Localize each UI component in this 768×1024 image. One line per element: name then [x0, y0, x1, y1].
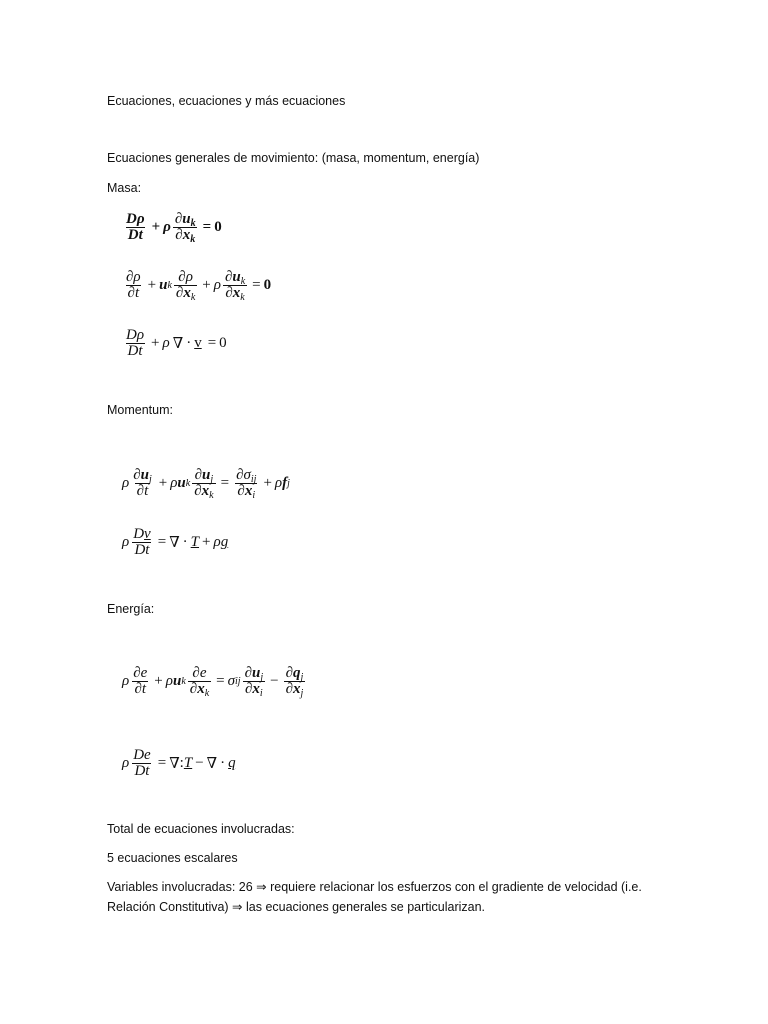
equation-mass-2: $\frac{\partial\rho}{\partial t}$ + u k $\frac{\partial\rho}{\partial x_k}$ + ρ $\frac{\partial u_k}{\partial x_k}$ = 0 — [126, 269, 272, 303]
section-label-momentum: Momentum: — [107, 403, 173, 417]
equation-energy-1: ρ $\frac{\partial e}{\partial t}$ + ρ u k $\frac{\partial e}{\partial x_k}$ = σ ij $\frac{\partial u_j}{\partial x_i}$ − $\frac{\partial q_j}{\partial x_j}$ — [122, 665, 304, 699]
document-heading: Ecuaciones, ecuaciones y más ecuaciones — [107, 94, 346, 108]
summary-scalar-count: 5 ecuaciones escalares — [107, 851, 238, 865]
document-subheading: Ecuaciones generales de movimiento: (masa, momentum, energía) — [107, 151, 480, 165]
equation-momentum-2: ρ $\frac{Dv}{Dt}$ = ∇ · T + ρ g — [122, 526, 229, 558]
summary-variables-paragraph: Variables involucradas: 26 ⇒ requiere relacionar los esfuerzos con el gradiente de velocidad (i.e. Relación Constitutiva) ⇒ las ecuaciones generales se particularizan. — [107, 880, 642, 914]
equation-mass-1: $\frac{D\rho}{Dt}$ + ρ $\frac{\partial u_k}{\partial x_k}$ = 0 — [126, 211, 222, 245]
section-label-masa: Masa: — [107, 181, 142, 195]
equation-momentum-1: ρ $\frac{\partial u_j}{\partial t}$ + ρ u k $\frac{\partial u_j}{\partial x_k}$ = $\frac{\partial\sigma_{ij}}{\partial x_i}$ + ρ f j — [122, 467, 290, 501]
equation-mass-3: $\frac{D\rho}{Dt}$ + ρ ∇ · v = 0 — [126, 327, 227, 359]
summary-total-label: Total de ecuaciones involucradas: — [107, 822, 295, 836]
section-label-energia: Energía: — [107, 602, 155, 616]
equation-energy-2: ρ $\frac{De}{Dt}$ = ∇ : T − ∇ · q — [122, 747, 236, 779]
